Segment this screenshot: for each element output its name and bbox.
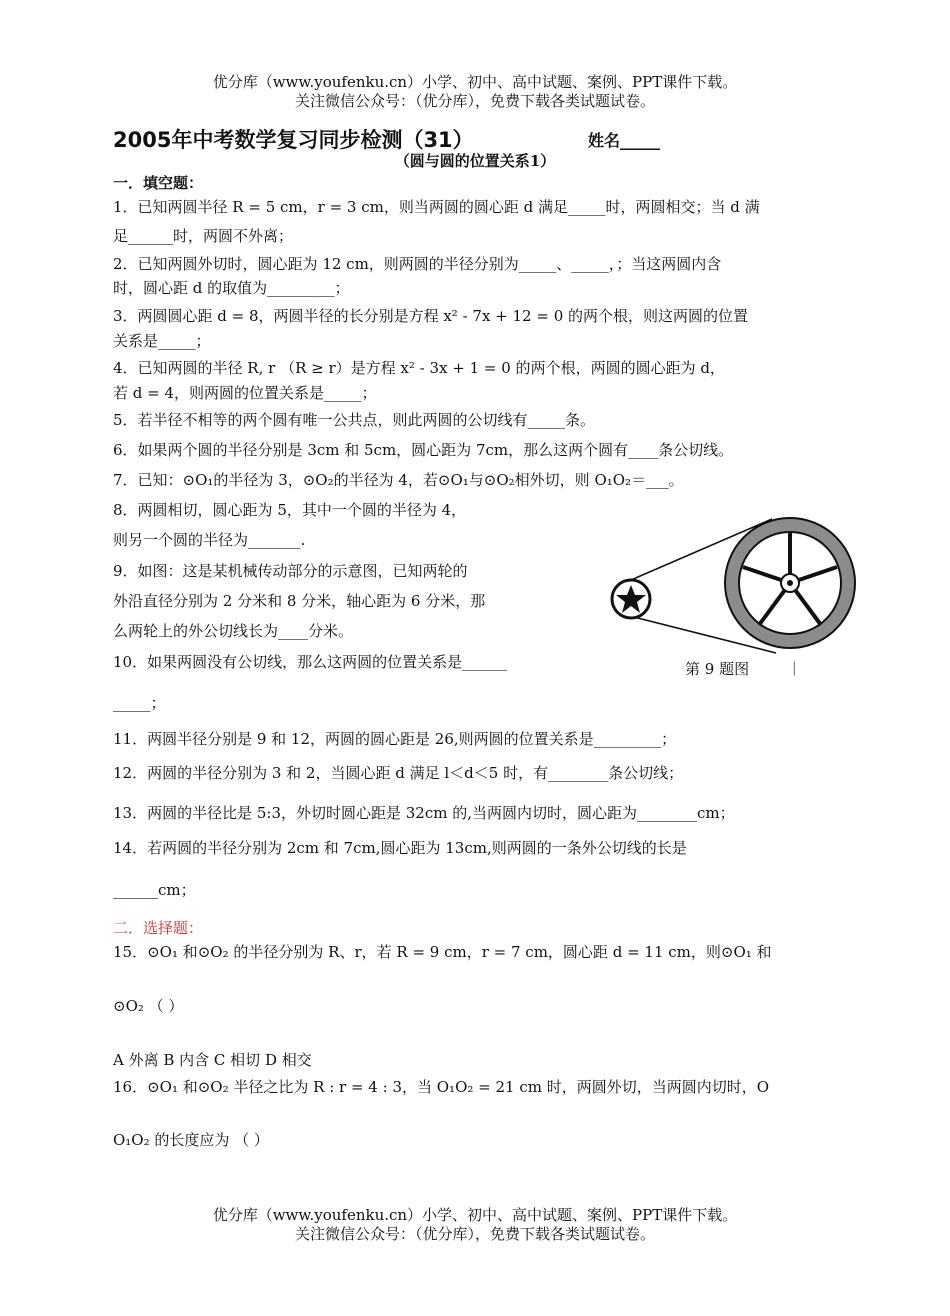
page-header: [0, 73, 950, 111]
question-16-line-1: 16．⊙O₁ 和⊙O₂ 半径之比为 R : r = 4 : 3，当 O₁O₂ = 21 cm 时，两圆外切，当两圆内切时，O: [113, 1078, 770, 1096]
name-field-label: 姓名_____: [588, 131, 661, 150]
footer-line-2: 关注微信公众号：（优分库），免费下载各类试题试卷。: [294, 1225, 655, 1243]
question-15-options: A 外离 B 内含 C 相切 D 相交: [113, 1051, 312, 1069]
question-15-line-1: 15．⊙O₁ 和⊙O₂ 的半径分别为 R、r，若 R = 9 cm，r = 7 cm，圆心距 d = 11 cm，则⊙O₁ 和: [113, 943, 772, 961]
header-line-2: 关注微信公众号：（优分库），免费下载各类试题试卷。: [294, 92, 655, 110]
header-line-1: 优分库（www.youfenku.cn）小学、初中、高中试题、案例、PPT课件下载。: [212, 73, 738, 91]
question-8-line-1: 8．两圆相切，圆心距为 5，其中一个圆的半径为 4，: [113, 501, 467, 519]
question-4-line-1: 4．已知两圆的半径 R, r （R ≥ r）是方程 x² - 3x + 1 = 0 的两个根，两圆的圆心距为 d，: [113, 359, 725, 377]
question-7: 7．已知：⊙O₁的半径为 3，⊙O₂的半径为 4，若⊙O₁与⊙O₂相外切，则 O₁O₂＝___。: [113, 471, 684, 489]
question-4-line-2: 若 d = 4，则两圆的位置关系是_____；: [113, 384, 377, 402]
question-15-line-2: ⊙O₂ （ ）: [113, 997, 184, 1015]
star-wheel-icon: [612, 580, 650, 618]
footer-line-1: 优分库（www.youfenku.cn）小学、初中、高中试题、案例、PPT课件下载。: [212, 1206, 738, 1224]
question-3-line-2: 关系是_____；: [113, 332, 211, 350]
question-9-line-3: 么两轮上的外公切线长为____分米。: [113, 622, 354, 640]
question-6: 6．如果两个圆的半径分别是 3cm 和 5cm，圆心距为 7cm，那么这两个圆有____条公切线。: [113, 441, 734, 459]
page-subtitle: （圆与圆的位置关系1）: [394, 152, 556, 170]
figure-caption-tick: |: [792, 660, 797, 676]
pulley-wheel-icon: [725, 518, 855, 648]
question-12: 12．两圆的半径分别为 3 和 2，当圆心距 d 满足 l＜d＜5 时，有________条公切线；: [113, 764, 684, 782]
question-5: 5．若半径不相等的两个圆有唯一公共点，则此两圆的公切线有_____条。: [113, 411, 596, 429]
question-1-line-2: 足______时，两圆不外离；: [113, 227, 294, 245]
question-2-line-2: 时，圆心距 d 的取值为_________；: [113, 279, 350, 297]
page-footer: [0, 1206, 950, 1244]
section-multiple-choice: 二．选择题：: [113, 919, 204, 937]
figure-caption: 第 9 题图: [685, 660, 750, 678]
question-14-line-2: ______cm；: [113, 881, 196, 899]
question-16-line-2: O₁O₂ 的长度应为 （ ）: [113, 1131, 269, 1149]
question-9-line-2: 外沿直径分别为 2 分米和 8 分米，轴心距为 6 分米，那: [113, 592, 486, 610]
question-10-line-2: _____；: [113, 694, 166, 712]
question-1-line-1: 1．已知两圆半径 R = 5 cm，r = 3 cm，则当两圆的圆心距 d 满足_____时，两圆相交；当 d 满: [113, 198, 760, 216]
page-title: 2005年中考数学复习同步检测（31）: [113, 128, 474, 152]
question-2-line-1: 2．已知两圆外切时，圆心距为 12 cm，则两圆的半径分别为_____、_____，；当这两圆内含: [113, 255, 722, 273]
question-3-line-1: 3．两圆圆心距 d = 8，两圆半径的长分别是方程 x² - 7x + 12 = 0 的两个根，则这两圆的位置: [113, 307, 749, 325]
question-8-line-2: 则另一个圆的半径为_______.: [113, 531, 306, 549]
belt-drive-figure: [606, 515, 862, 659]
question-13: 13．两圆的半径比是 5:3，外切时圆心距是 32cm 的,当两圆内切时，圆心距为________cm；: [113, 804, 735, 822]
question-10-line-1: 10．如果两圆没有公切线，那么这两圆的位置关系是______: [113, 653, 508, 671]
section-fill-in: 一．填空题：: [113, 174, 204, 192]
belt-drive-diagram: [606, 515, 862, 655]
question-11: 11．两圆半径分别是 9 和 12，两圆的圆心距是 26,则两圆的位置关系是_________；: [113, 730, 677, 748]
question-14-line-1: 14．若两圆的半径分别为 2cm 和 7cm,圆心距为 13cm,则两圆的一条外公切线的长是: [113, 839, 687, 857]
question-9-line-1: 9．如图：这是某机械传动部分的示意图，已知两轮的: [113, 562, 468, 580]
